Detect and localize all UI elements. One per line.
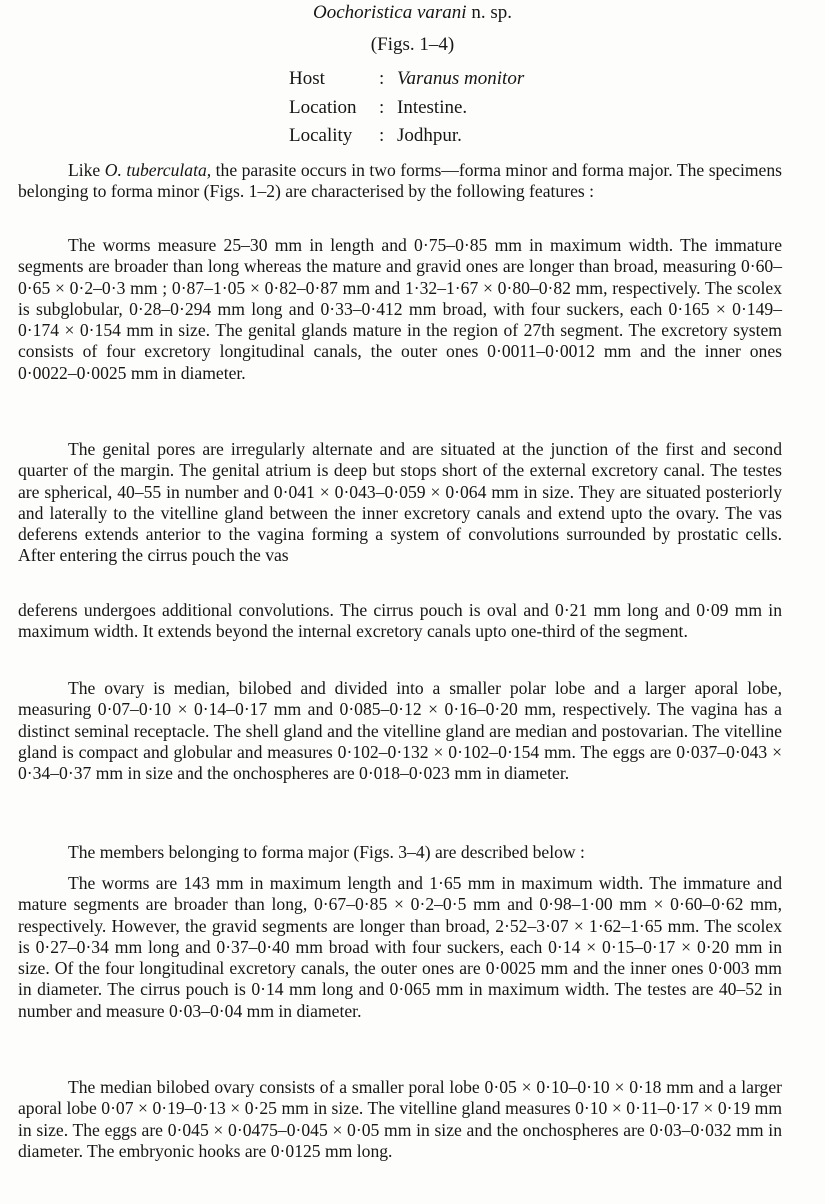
paragraph-ovary: The ovary is median, bilobed and divided into a smaller polar lobe and a larger aporal lobe, measuring 0·07–0·10 × 0·14–0·17 mm and 0·085–0·12 × 0·16–0·20 mm, respectively. The vagina has a distinct seminal receptacle. The shell gland and the vitelline gland are median and postovarian. The vitelline gland is compact and globular and measures 0·102–0·132 × 0·102–0·154 mm. The eggs are 0·037–0·043 × 0·34–0·37 mm in size and the onchospheres are 0·018–0·023 mm in diameter. [18,678,782,784]
paragraph-genital-pores: The genital pores are irregularly alternate and are situated at the junction of the first and second quarter of the margin. The genital atrium is deep but stops short of the external excretory canal. The testes are spherical, 40–55 in number and 0·041 × 0·043–0·059 × 0·064 mm in size. They are situated posteriorly and laterally to the vitelline gland between the inner excretory canals and extend upto the ovary. The vas deferens extends anterior to the vagina forming a system of convolutions surrounded by prostatic cells. After entering the cirrus pouch the vas [18,439,782,566]
meta-host-label: Host [289,68,325,89]
paragraph-intro [18,160,782,203]
species-suffix: n. sp. [471,2,512,23]
intro-text: the parasite occurs in two forms—forma minor and forma major. The specimens belonging to forma minor (Figs. 1–2) are characterised by the following features : [18,160,782,202]
intro-species-ref: O. tuberculata, [104,160,212,180]
meta-location: Location : Intestine. [289,97,468,118]
species-name: Oochoristica varani [313,2,467,23]
meta-location-value: Intestine. [397,97,468,118]
figure-reference: (Figs. 1–4) [370,34,455,55]
meta-locality-value: Jodhpur. [397,125,462,146]
species-title [0,2,825,24]
paragraph-minor-measurements: The worms measure 25–30 mm in length and 0·75–0·85 mm in maximum width. The immature segments are broader than long whereas the mature and gravid ones are longer than broad, measuring 0·60–0·65 × 0·2–0·3 mm ; 0·87–1·05 × 0·82–0·87 mm and 1·32–1·67 × 0·80–0·82 mm, respectively. The scolex is subglobular, 0·28–0·294 mm long and 0·33–0·412 mm broad, with four suckers, each 0·165 × 0·149–0·174 × 0·154 mm in size. The genital glands mature in the region of 27th segment. The excretory system consists of four excretory longitudinal canals, the outer ones 0·0011–0·0012 mm and the inner ones 0·0022–0·0025 mm in diameter. [18,235,782,383]
meta-locality-label: Locality [289,125,353,146]
meta-location-label: Location [289,97,357,118]
meta-host-value: Varanus monitor [397,68,525,89]
paragraph-major-ovary: The median bilobed ovary consists of a smaller poral lobe 0·05 × 0·10–0·10 × 0·18 mm and a larger aporal lobe 0·07 × 0·19–0·13 × 0·25 mm in size. The vitelline gland measures 0·10 × 0·11–0·17 × 0·19 mm in size. The eggs are 0·045 × 0·0475–0·045 × 0·05 mm in size and the onchospheres are 0·03–0·032 mm in diameter. The embryonic hooks are 0·0125 mm long. [18,1077,782,1161]
meta-host: Host : Varanus monitor [289,68,525,89]
paragraph-cirrus-pouch: deferens undergoes additional convolutions. The cirrus pouch is oval and 0·21 mm long and 0·09 mm in maximum width. It extends beyond the internal excretory canals upto one-third of the segment. [18,600,782,642]
intro-prefix: Like [68,160,105,180]
paragraph-major-measurements: The worms are 143 mm in maximum length and 1·65 mm in maximum width. The immature and mature segments are broader than long, 0·67–0·85 × 0·2–0·5 mm and 0·98–1·00 mm × 0·60–0·62 mm, respectively. However, the gravid segments are longer than broad, 2·52–3·07 × 1·62–1·65 mm. The scolex is 0·27–0·34 mm long and 0·37–0·40 mm broad with four suckers, each 0·14 × 0·15–0·17 × 0·20 mm in size. Of the four longitudinal excretory canals, the outer ones are 0·0025 mm and the inner ones 0·003 mm in diameter. The cirrus pouch is 0·14 mm long and 0·065 mm in maximum width. The testes are 40–52 in number and measure 0·03–0·04 mm in diameter. [18,873,782,1021]
meta-locality: Locality : Jodhpur. [289,125,462,146]
paragraph-forma-major-intro: The members belonging to forma major (Figs. 3–4) are described below : [68,842,585,862]
